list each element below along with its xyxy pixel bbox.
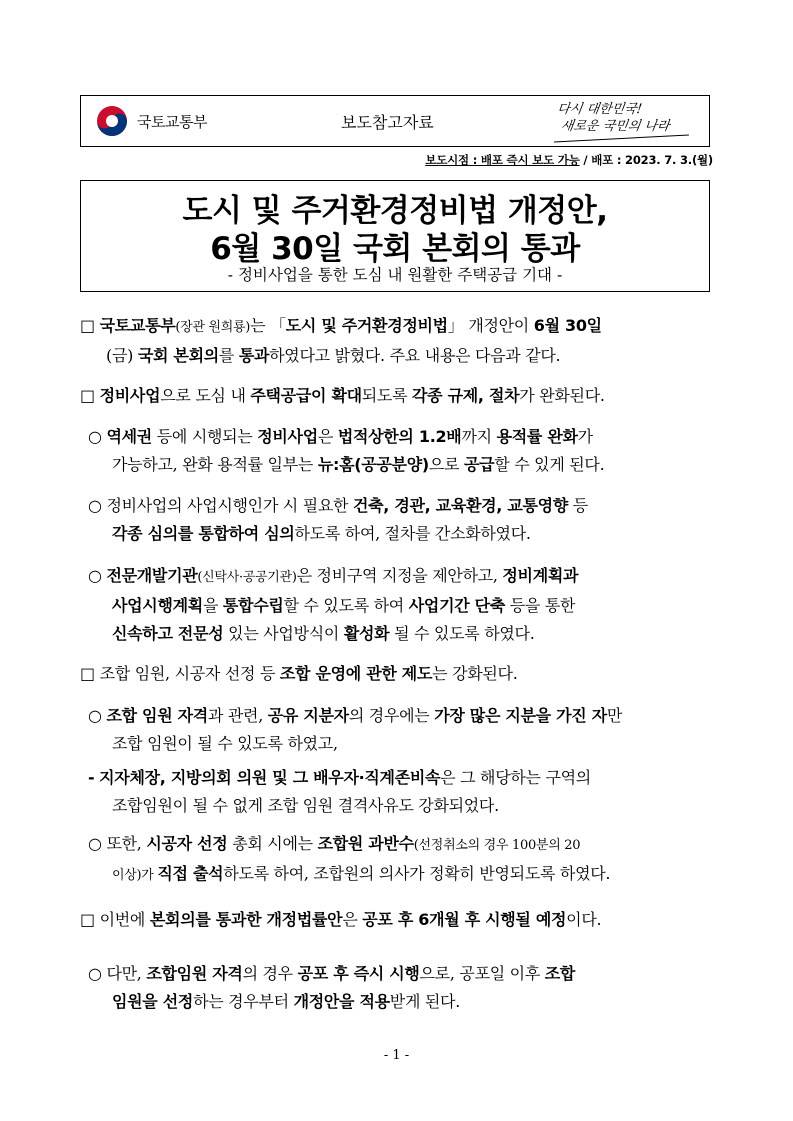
paragraph-5: ○ 전문개발기관(신탁사·공공기관)은 정비구역 지정을 제안하고, 정비계획과 사업시행계획을 통합수립할 수 있도록 하여 사업기간 단축 등을 통한 신속하고 전문성 있는 사업방식이 활성화 될 수 있도록 하였다. [88, 566, 579, 643]
paragraph-11: ○ 다만, 조합임원 자격의 경우 공포 후 즉시 시행으로, 공포일 이후 조합 임원을 선정하는 경우부터 개정안을 적용받게 된다. [88, 964, 576, 1011]
release-info: 보도시점 : 배포 즉시 보도 가능 / 배포 : 2023. 7. 3.(월) [425, 153, 713, 167]
release-timing: 보도시점 : 배포 즉시 보도 가능 [425, 153, 580, 167]
ministry-name: 국토교통부 [137, 113, 207, 131]
slogan-line-2: 새로운 국민의 나라 [559, 119, 671, 134]
paragraph-1: □ 국토교통부(장관 원희룡)는 「도시 및 주거환경정비법」 개정안이 6월 30일 (금) 국회 본회의를 통과하였다고 밝혔다. 주요 내용은 다음과 같다. [80, 316, 602, 365]
title-line-1: 도시 및 주거환경정비법 개정안, [182, 193, 608, 229]
paragraph-8: - 지자체장, 지방의회 의원 및 그 배우자·직계존비속은 그 해당하는 구역의 조합임원이 될 수 없게 조합 임원 결격사유도 강화되었다. [88, 768, 591, 815]
release-date: 배포 : 2023. 7. 3.(월) [591, 153, 713, 167]
paragraph-10: □ 이번에 본회의를 통과한 개정법률안은 공포 후 6개월 후 시행될 예정이다. [80, 910, 602, 929]
slogan-line-1: 다시 대한민국! [556, 102, 643, 117]
ministry-logo-icon [95, 104, 129, 138]
paragraph-2: □ 정비사업으로 도심 내 주택공급이 확대되도록 각종 규제, 절차가 완화된다. [80, 386, 605, 405]
paragraph-9: ○ 또한, 시공자 선정 총회 시에는 조합원 과반수(선정취소의 경우 100분의 20 이상)가 직접 출석하도록 하여, 조합원의 의사가 정확히 반영되도록 하였다. [88, 834, 611, 883]
paragraph-3: ○ 역세권 등에 시행되는 정비사업은 법적상한의 1.2배까지 용적률 완화가 가능하고, 완화 용적률 일부는 뉴:홈(공공분양)으로 공급할 수 있게 된다. [88, 427, 605, 474]
slogan-underline [554, 134, 689, 142]
header-box [80, 95, 710, 147]
page-number: - 1 - [383, 1048, 410, 1063]
slogan [554, 101, 674, 135]
title-box [80, 180, 710, 292]
document-type: 보도참고자료 [341, 113, 434, 132]
subtitle: - 정비사업을 통한 도심 내 원활한 주택공급 기대 - [227, 266, 563, 284]
paragraph-4: ○ 정비사업의 사업시행인가 시 필요한 건축, 경관, 교육환경, 교통영향 등 각종 심의를 통합하여 심의하도록 하여, 절차를 간소화하였다. [88, 496, 588, 543]
paragraph-6: □ 조합 임원, 시공자 선정 등 조합 운영에 관한 제도는 강화된다. [80, 664, 518, 683]
paragraph-7: ○ 조합 임원 자격과 관련, 공유 지분자의 경우에는 가장 많은 지분을 가진 자만 조합 임원이 될 수 있도록 하였고, [88, 706, 623, 753]
title-line-2: 6월 30일 국회 본회의 통과 [210, 231, 580, 267]
